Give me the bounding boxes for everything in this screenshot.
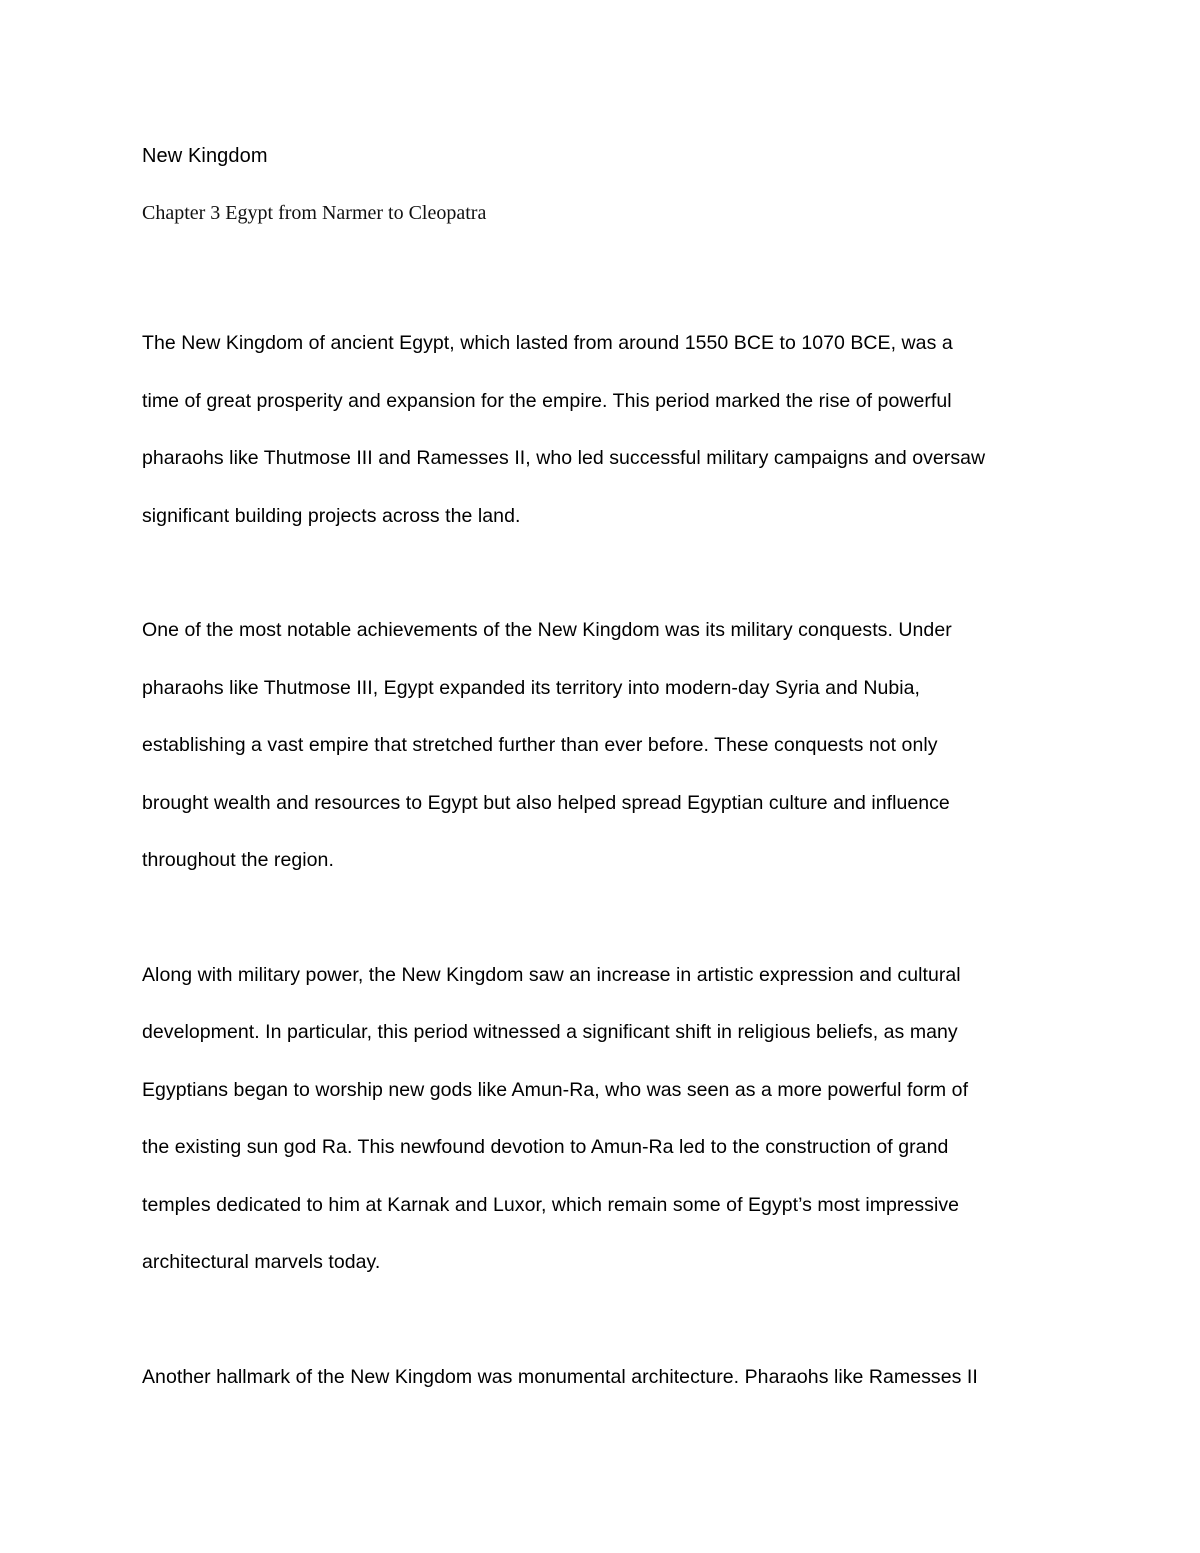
paragraph-2: One of the most notable achievements of the New Kingdom was its military conquests. Under pharaohs like Thutmose III, Egypt expanded its territory into modern-day Syria and Nubia, establishing a vast empire that stretched further than ever before. These conquests not only brought wealth and resources to Egypt but also helped spread Egyptian culture and influence throughout the region. [142,619,952,871]
paragraph-3: Along with military power, the New Kingdom saw an increase in artistic expression and cultural development. In particular, this period witnessed a significant shift in religious beliefs, as many Egyptians began to worship new gods like Amun-Ra, who was seen as a more powerful form of the existing sun god Ra. This newfound devotion to Amun-Ra led to the construction of grand temples dedicated to him at Karnak and Luxor, which remain some of Egypt’s most impressive architectural marvels today. [142,963,969,1273]
document-content [142,140,1062,1406]
document-subtitle: Chapter 3 Egypt from Narmer to Cleopatra [142,202,487,224]
body-text [142,315,1062,1406]
document-title: New Kingdom [142,145,268,167]
paragraph-1: The New Kingdom of ancient Egypt, which lasted from around 1550 BCE to 1070 BCE, was a time of great prosperity and expansion for the empire. This period marked the rise of powerful pharaohs like Thutmose III and Ramesses II, who led successful military campaigns and oversaw significant building projects across the land. [142,332,986,527]
paragraph-4: Another hallmark of the New Kingdom was monumental architecture. Pharaohs like Ramesses II [142,1365,978,1388]
